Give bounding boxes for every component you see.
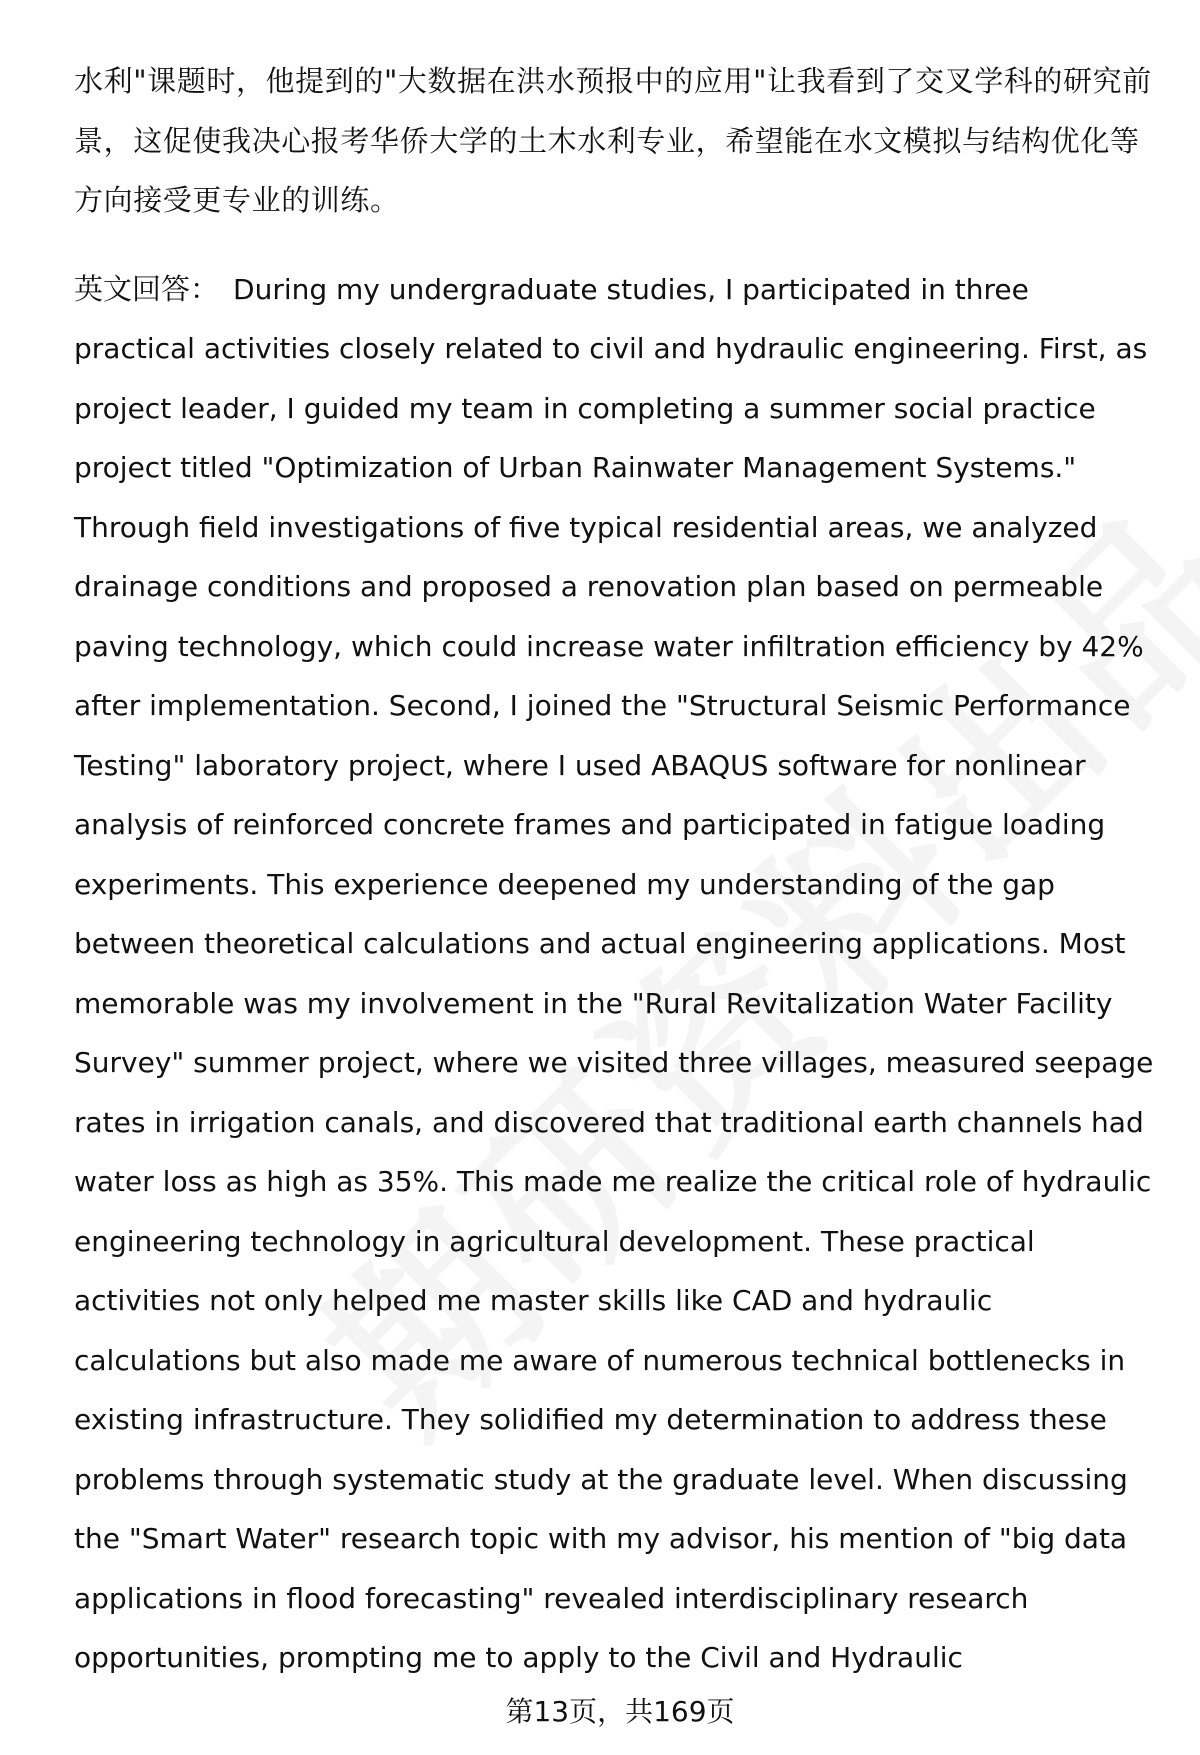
chinese-paragraph [74,52,1154,231]
text-line: experiments. This experience deepened my understanding of the gap [74,867,1055,901]
text-line: 水利"课题时，他提到的"大数据在洪水预报中的应用"让我看到了交叉学科的研究前 [74,64,1152,98]
text-line [74,260,1154,320]
text-line: the "Smart Water" research topic with my advisor, his mention of "big data [74,1522,1128,1555]
text-line: between theoretical calculations and actual engineering applications. Most [74,927,1126,960]
text-line: after implementation. Second, I joined the "Structural Seismic Performance [74,689,1131,722]
text-line: applications in flood forecasting" revealed interdisciplinary research [74,1581,1029,1615]
text-line: water loss as high as 35%. This made me realize the critical role of hydraulic [74,1165,1152,1198]
text-line: practical activities closely related to civil and hydraulic engineering. First, as [74,332,1148,365]
text-line: engineering technology in agricultural development. These practical [74,1224,1035,1258]
page-number-footer: 第13页，共169页 [505,1695,735,1728]
text-line: opportunities, prompting me to apply to the Civil and Hydraulic [74,1641,963,1674]
text-line: project titled "Optimization of Urban Rainwater Management Systems." [74,451,1077,484]
english-answer-label: 英文回答： [74,271,220,306]
text-line: rates in irrigation canals, and discovered that traditional earth channels had [74,1105,1144,1139]
text-line: drainage conditions and proposed a renovation plan based on permeable [74,570,1104,603]
text-line: activities not only helped me master skills like CAD and hydraulic [74,1284,993,1317]
text-line: existing infrastructure. They solidified my determination to address these [74,1403,1107,1436]
text-line: problems through systematic study at the graduate level. When discussing [74,1462,1128,1496]
text-line: calculations but also made me aware of numerous technical bottlenecks in [74,1343,1126,1377]
english-answer-paragraph [74,260,1154,1688]
page-content [74,52,1154,1688]
text-line: 方向接受更专业的训练。 [74,183,400,217]
text-line: 景，这促使我决心报考华侨大学的土木水利专业，希望能在水文模拟与结构优化等 [74,123,1140,158]
text-line: Testing" laboratory project, where I used ABAQUS software for nonlinear [74,748,1086,782]
text-line: memorable was my involvement in the "Rural Revitalization Water Facility [74,986,1113,1020]
paragraph-spacer [74,231,1154,260]
text-line: Through field investigations of five typical residential areas, we analyzed [74,510,1098,544]
text-line-content: During my undergraduate studies, I participated in three [233,272,1029,306]
text-line: Survey" summer project, where we visited three villages, measured seepage [74,1046,1154,1079]
text-line: project leader, I guided my team in completing a summer social practice [74,391,1096,425]
text-line: paving technology, which could increase water infiltration efficiency by 42% [74,629,1144,663]
text-line: analysis of reinforced concrete frames and participated in fatigue loading [74,808,1106,841]
